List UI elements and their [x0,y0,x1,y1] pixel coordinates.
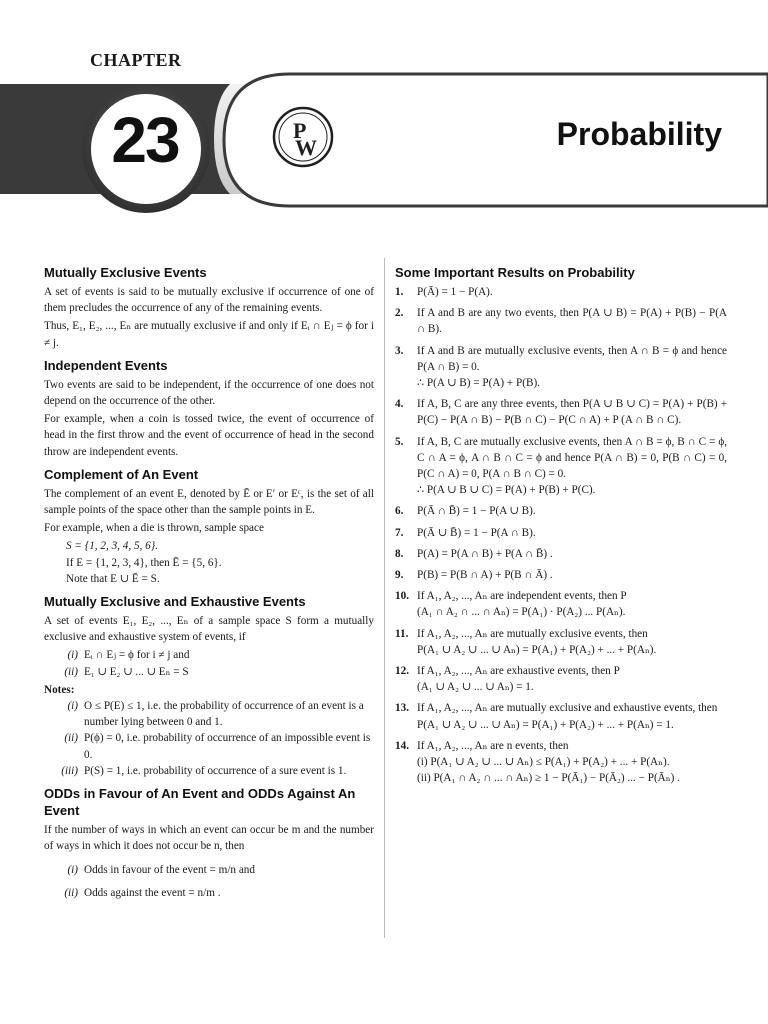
chapter-number: 23 [111,104,179,176]
result-item: 12. If A₁, A₂, ..., Aₙ are exhaustive events, then P (A₁ ∪ A₂ ∪ ... ∪ Aₙ) = 1. [395,665,620,694]
math-line: Note that E ∪ Ē = S. [66,572,160,585]
paragraph: A set of events is said to be mutually exclusive if occurrence of one of them precludes the occurrence of any of the remaining events. [44,286,374,315]
svg-text:P: P [293,118,307,143]
right-column [395,258,727,791]
list-item: (ii) E₁ ∪ E₂ ∪ ... ∪ Eₙ = S [64,665,189,678]
chapter-label: CHAPTER [90,50,182,70]
math-line: If E = {1, 2, 3, 4}, then Ē = {5, 6}. [66,556,222,569]
heading-mutually-exclusive: Mutually Exclusive Events [44,265,207,280]
result-item: 1. P(Ā) = 1 − P(A). [395,286,493,298]
list-item: (ii) P(ϕ) = 0, i.e. probability of occurrence of an impossible event is 0. [64,732,371,761]
result-item: 11. If A₁, A₂, ..., Aₙ are mutually exclusive events, then P(A₁ ∪ A₂ ∪ ... ∪ Aₙ) = P(A₁) + P(A₂) + ... + P(Aₙ). [395,627,657,656]
list-item: (ii) Odds against the event = n/m . [64,886,221,899]
result-item: 7. P(Ā ∪ B̄) = 1 − P(A ∩ B). [395,526,536,539]
left-column [44,258,374,901]
paragraph: Two events are said to be independent, if the occurrence of one does not depend on the occurrence of the other. [44,378,374,408]
result-item: 8. P(A) = P(A ∩ B) + P(A ∩ B̄) . [395,547,553,560]
result-item: 5. If A, B, C are mutually exclusive events, then A ∩ B = ϕ, B ∩ C = ϕ, C ∩ A = ϕ, A ∩ B ∩ C = ϕ and hence P(A ∩ B) = 0, P(B ∩ C) = 0, P(C ∩ A) = 0, P(A ∩ B ∩ C) = 0. ∴ P(A ∪ B ∪ C) = P(A) + P(B) + P(C). [395,435,727,497]
heading-independent-events: Independent Events [44,357,168,373]
paragraph: For example, when a die is thrown, sample space [44,522,264,535]
list-item: (iii) P(S) = 1, i.e. probability of occurrence of a sure event is 1. [61,764,347,777]
paragraph: A set of events E₁, E₂, ..., Eₙ of a sample space S form a mutually exclusive and exhaustive system of events, if [44,615,374,644]
paragraph: If the number of ways in which an event can occur be m and the number of ways in which it does not occur be n, then [44,824,374,853]
paragraph: Thus, E₁, E₂, ..., Eₙ are mutually exclusive if and only if Eᵢ ∩ Eⱼ = ϕ for i ≠ j. [44,320,374,349]
result-item: 2. If A and B are any two events, then P(A ∪ B) = P(A) + P(B) − P(A ∩ B). [395,307,727,336]
result-item: 13. If A₁, A₂, ..., Aₙ are mutually exclusive and exhaustive events, then P(A₁ ∪ A₂ ∪ ... ∪ Aₙ) = P(A₁) + P(A₂) + ... + P(Aₙ) = 1. [395,702,718,731]
paragraph: The complement of an event E, denoted by Ē or E′ or Eᶜ, is the set of all sample points of the space other than the sample points in E. [44,487,374,517]
heading-exclusive-exhaustive: Mutually Exclusive and Exhaustive Events [44,594,306,610]
result-item: 14. If A₁, A₂, ..., Aₙ are n events, then (i) P(A₁ ∪ A₂ ∪ ... ∪ Aₙ) ≤ P(A₁) + P(A₂) + ... + P(Aₙ). (ii) P(A₁ ∩ A₂ ∩ ... ∩ Aₙ) ≥ 1 − P(Ā₁) − P(Ā₂) ... − P(Āₙ) . [395,739,680,785]
result-item: 9. P(B) = P(B ∩ A) + P(B ∩ Ā) . [395,569,553,582]
heading-complement: Complement of An Event [44,466,199,482]
pw-logo-icon [273,108,331,166]
math-line: S = {1, 2, 3, 4, 5, 6}. [66,540,159,553]
result-item: 6. P(Ā ∩ B̄) = 1 − P(A ∪ B). [395,505,536,518]
heading-odds: ODDs in Favour of An Event and ODDs Against An Event [44,786,356,819]
notes-label: Notes: [44,683,75,696]
result-item: 10. If A₁, A₂, ..., Aₙ are independent events, then P (A₁ ∩ A₂ ∩ ... ∩ Aₙ) = P(A₁) · P(A₂) ... P(Aₙ). [395,590,627,619]
list-item: (i) Odds in favour of the event = m/n and [67,864,255,877]
result-item: 3. If A and B are mutually exclusive events, then A ∩ B = ϕ and hence P(A ∩ B) = 0. ∴ P(A ∪ B) = P(A) + P(B). [395,344,727,390]
paragraph: For example, when a coin is tossed twice, the event of occurrence of head in the first throw and the event of occurrence of head in the second throw are independent events. [44,413,374,458]
heading-important-results: Some Important Results on Probability [395,265,635,280]
result-item: 4. If A, B, C are any three events, then P(A ∪ B ∪ C) = P(A) + P(B) + P(C) − P(A ∩ B) − P(B ∩ C) − P(C ∩ A) + P (A ∩ B ∩ C). [395,398,727,427]
chapter-title: Probability [556,116,722,152]
list-item: (i) O ≤ P(E) ≤ 1, i.e. the probability of occurrence of an event is a number lying between 0 and 1. [67,700,364,729]
svg-text:W: W [295,135,317,160]
column-divider [384,258,385,938]
list-item: (i) Eᵢ ∩ Eⱼ = ϕ for i ≠ j and [67,649,190,662]
